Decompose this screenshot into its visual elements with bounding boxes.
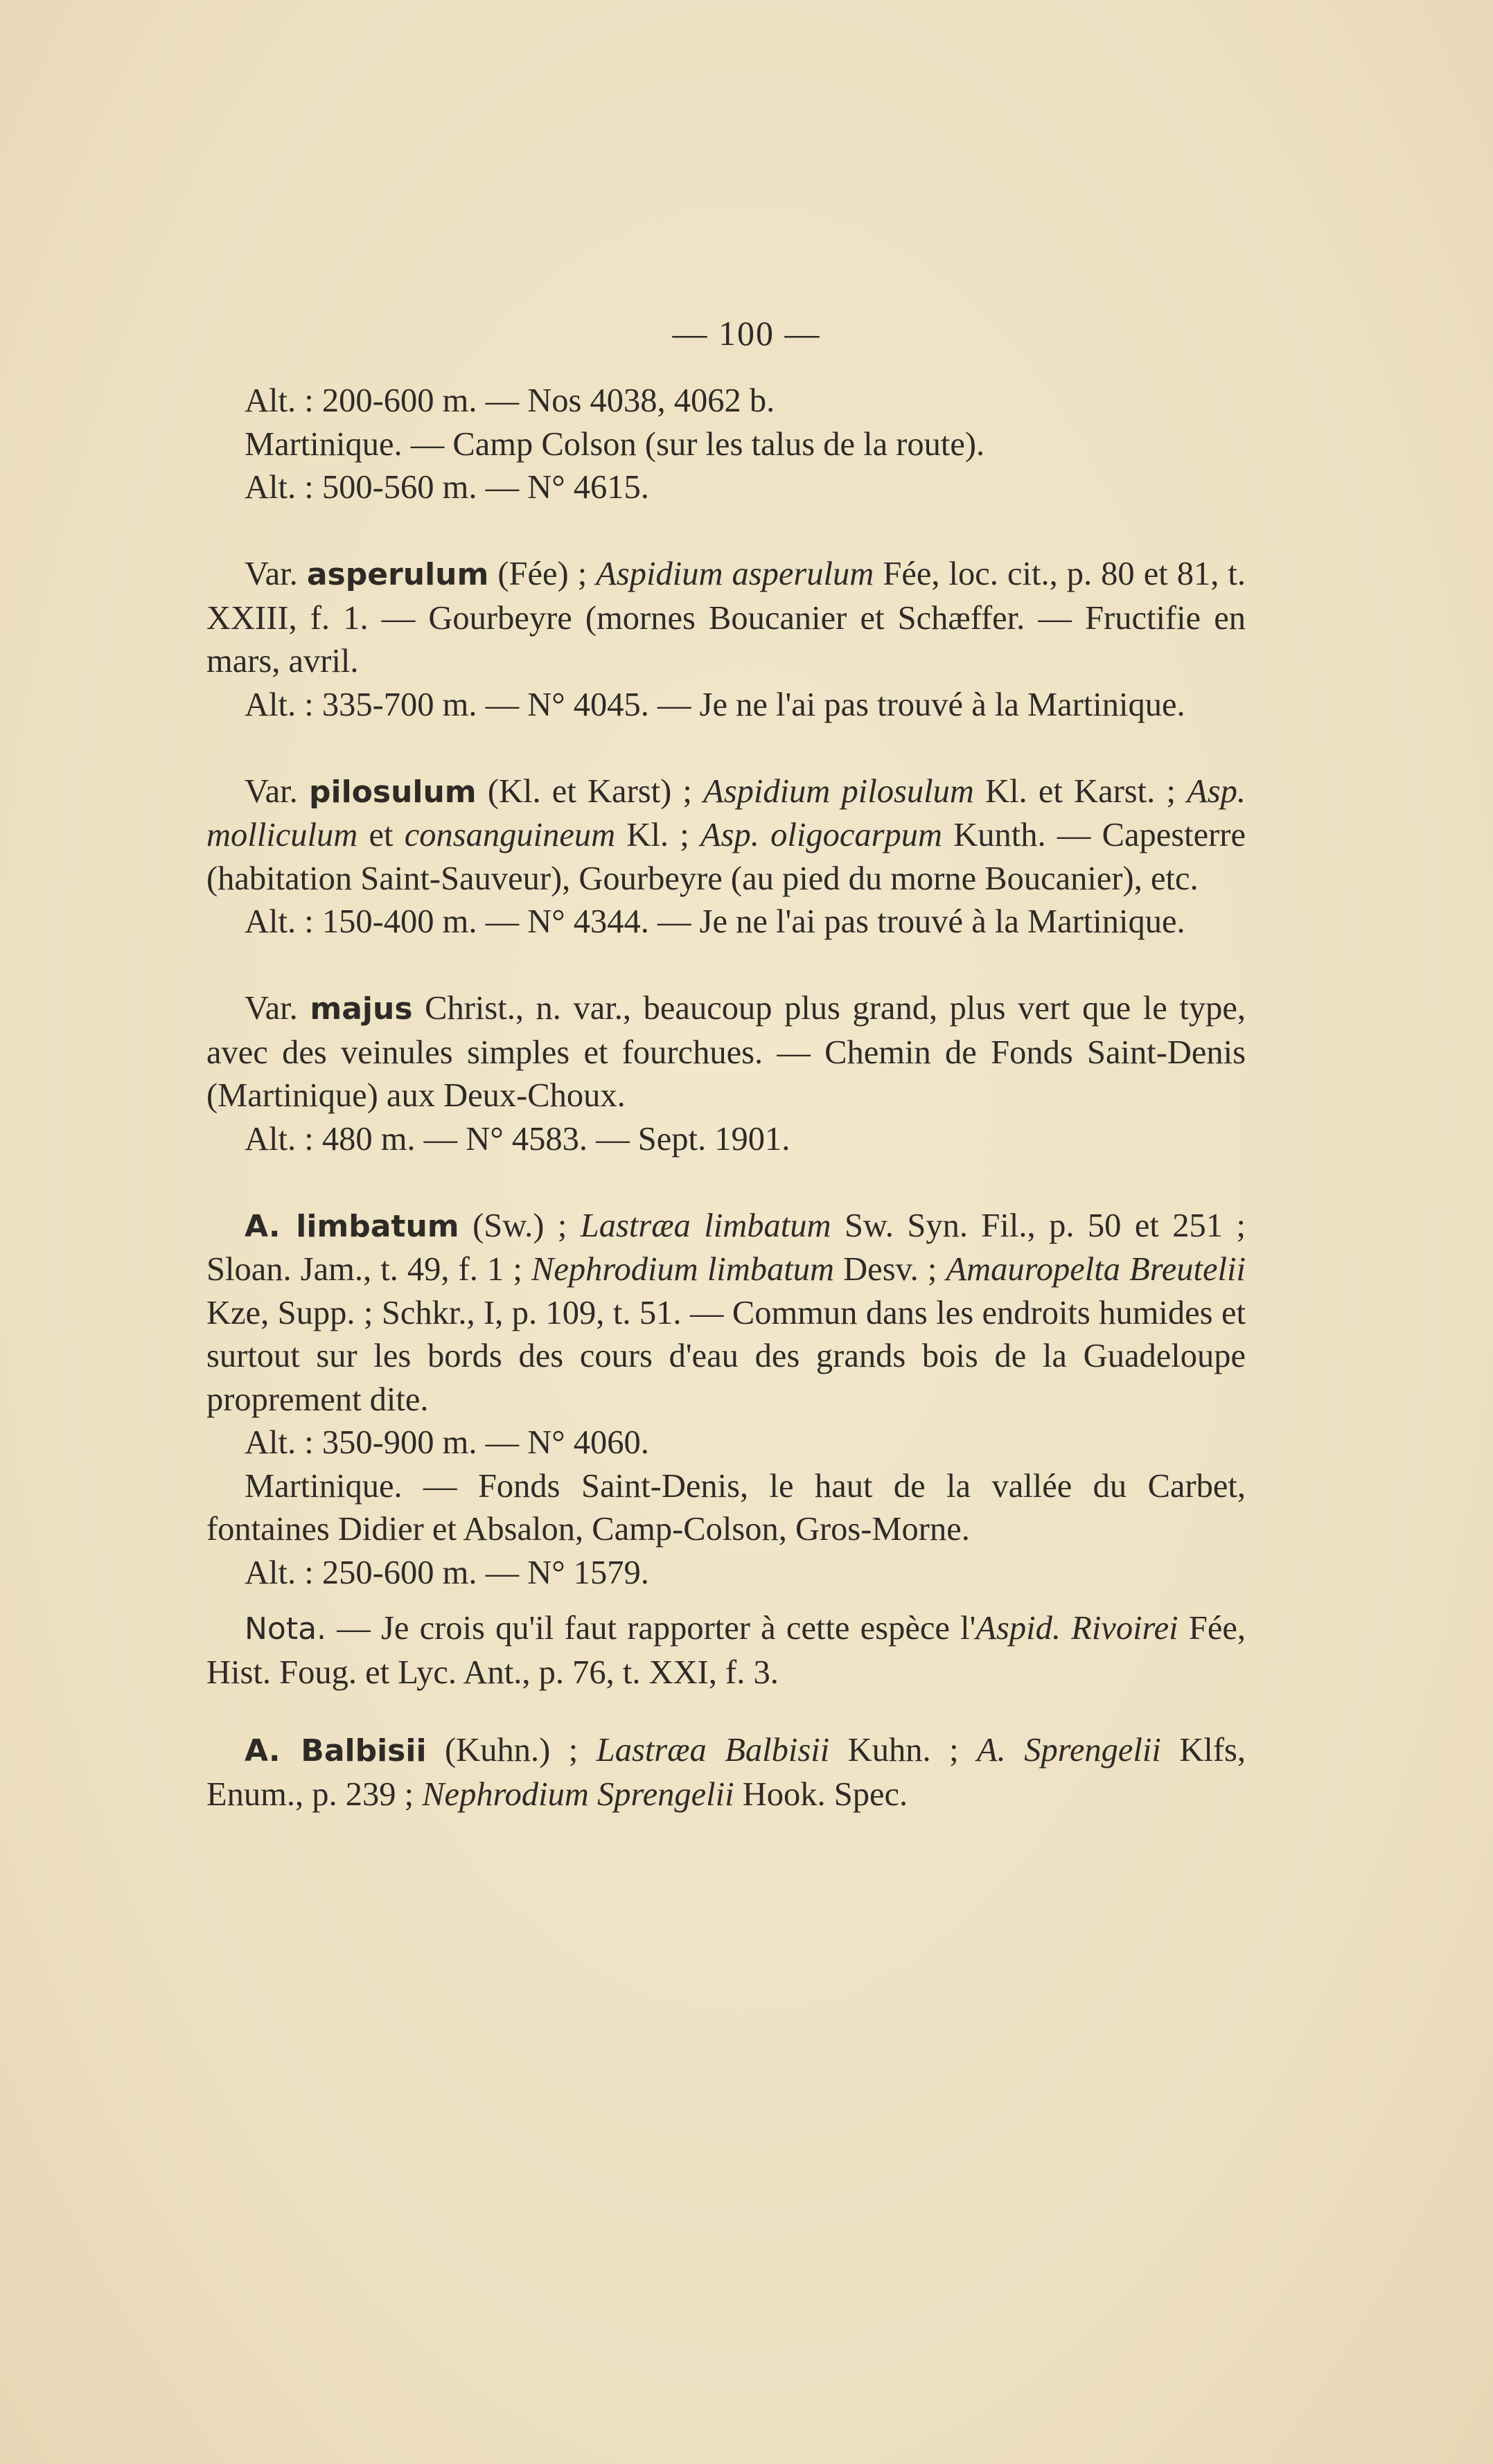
genus-abbrev: A.	[245, 1733, 301, 1769]
synonym: Lastræa Balbisii	[596, 1732, 830, 1769]
altitude-line: Alt. : 500-560 m. — N° 4615.	[245, 469, 649, 506]
altitude-line: Alt. : 150-400 m. — N° 4344. — Je ne l'ai pas trouvé à la Martinique.	[245, 903, 1185, 940]
synonym: Nephrodium limbatum	[531, 1251, 835, 1288]
taxon-name: pilosulum	[308, 774, 477, 810]
altitude-line: Alt. : 200-600 m. — Nos 4038, 4062 b.	[245, 382, 775, 419]
variety-majus: Var. majus Christ., n. var., beaucoup plus grand, plus vert que le type, avec des veinules simples et fourchues. — Chemin de Fonds Saint-Denis (Martinique) aux Deux-Choux.	[206, 990, 1246, 1114]
taxon-name: Balbisii	[301, 1733, 427, 1769]
synonym: Lastræa limbatum	[580, 1207, 831, 1244]
taxon-name: asperulum	[306, 557, 489, 592]
synonym: Aspidium pilosulum	[703, 772, 974, 810]
synonym: A. Sprengelii	[977, 1732, 1161, 1769]
locality-line: Martinique. — Fonds Saint-Denis, le haut de la vallée du Carbet, fontaines Didier et Absalon, Camp-Colson, Gros-Morne.	[206, 1467, 1246, 1548]
variety-pilosulum: Var. pilosulum (Kl. et Karst) ; Aspidium pilosulum Kl. et Karst. ; Asp. molliculum et consanguineum Kl. ; Asp. oligocarpum Kunth. — Capesterre (habitation Saint-Sauveur), Gourbeyre (au pied du morne Boucanier), etc.	[206, 772, 1246, 897]
synonym: Amauropelta Breutelii	[946, 1251, 1246, 1288]
altitude-line: Alt. : 335-700 m. — N° 4045. — Je ne l'ai pas trouvé à la Martinique.	[245, 686, 1185, 723]
synonym: Aspid. Rivoirei	[975, 1610, 1178, 1647]
altitude-line: Alt. : 480 m. — N° 4583. — Sept. 1901.	[245, 1120, 790, 1158]
taxon-name: limbatum	[296, 1208, 459, 1244]
synonym: Asp. oligocarpum	[700, 817, 943, 853]
variety-asperulum: Var. asperulum (Fée) ; Aspidium asperulum Fée, loc. cit., p. 80 et 81, t. XXIII, f. 1. — Gourbeyre (mornes Boucanier et Schæffer. — Fructifie en mars, avril.	[206, 556, 1246, 680]
locality-line: Martinique. — Camp Colson (sur les talus de la route).	[245, 425, 985, 463]
nota: Nota. — Je crois qu'il faut rapporter à cette espèce l'Aspid. Rivoirei Fée, Hist. Foug. et Lyc. Ant., p. 76, t. XXI, f. 3.	[206, 1610, 1246, 1691]
altitude-line: Alt. : 250-600 m. — N° 1579.	[245, 1554, 649, 1591]
synonym: Aspidium asperulum	[596, 556, 874, 592]
text-body	[206, 380, 1246, 1816]
synonym: Asp. molliculum	[206, 772, 1246, 853]
taxon-name: majus	[310, 991, 413, 1027]
page-number: — 100 —	[672, 314, 821, 353]
nota-label: Nota.	[245, 1611, 327, 1647]
synonym: consanguineum	[404, 817, 616, 853]
species-limbatum: A. limbatum (Sw.) ; Lastræa limbatum Sw. Syn. Fil., p. 50 et 251 ; Sloan. Jam., t. 49, f. 1 ; Nephrodium limbatum Desv. ; Amauropelta Breutelii Kze, Supp. ; Schkr., I, p. 109, t. 51. — Commun dans les endroits humides et surtout sur les bords des cours d'eau des grands bois de la Guadeloupe proprement dite.	[206, 1207, 1246, 1418]
species-balbisii: A. Balbisii (Kuhn.) ; Lastræa Balbisii Kuhn. ; A. Sprengelii Klfs, Enum., p. 239 ; Nephrodium Sprengelii Hook. Spec.	[206, 1732, 1246, 1813]
synonym: Nephrodium Sprengelii	[422, 1775, 734, 1813]
genus-abbrev: A.	[245, 1208, 297, 1244]
altitude-line: Alt. : 350-900 m. — N° 4060.	[245, 1424, 649, 1461]
